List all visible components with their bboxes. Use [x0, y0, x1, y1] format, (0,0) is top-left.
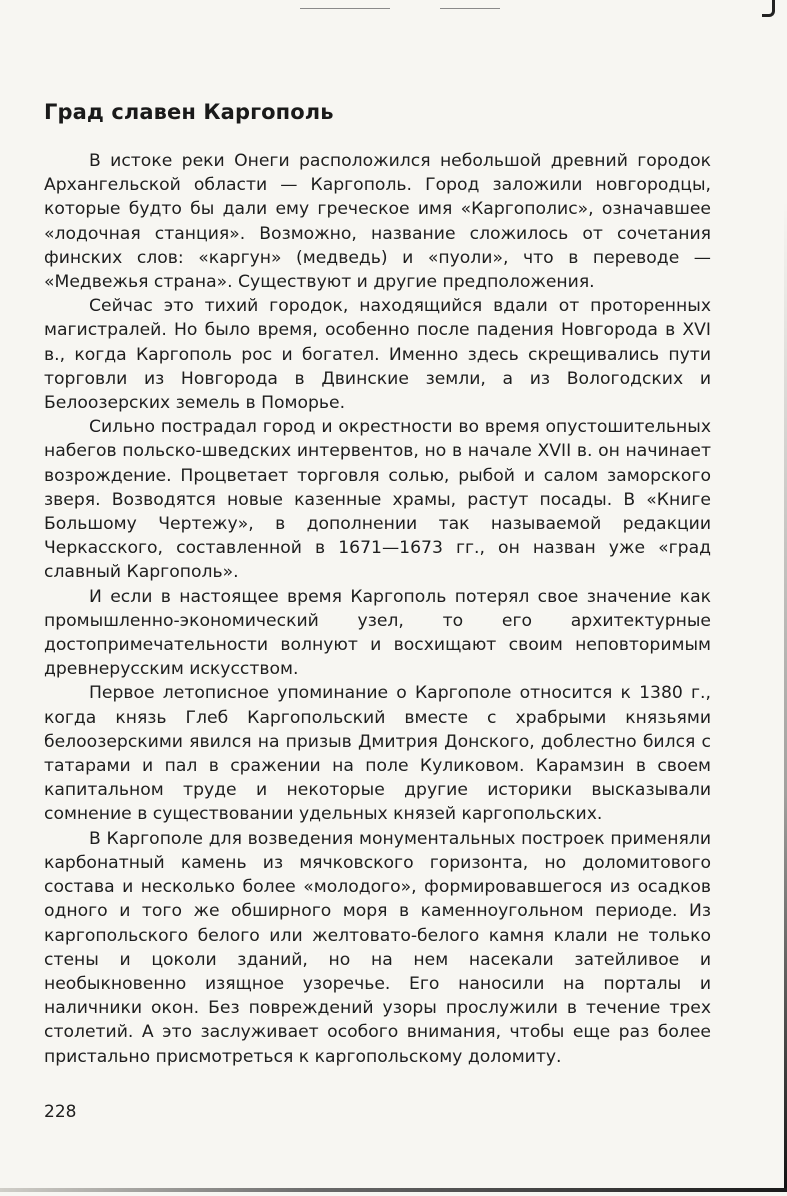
top-rule [440, 8, 500, 9]
body-text [44, 149, 711, 1069]
paragraph: Сильно пострадал город и окрестности во время опустошительных набегов польско-шведских интервентов, но в начале XVII в. он начинает возрождение. Процветает торговля солью, рыбой и салом заморского зверя. Возводятся новые казенные храмы, растут посады. В «Книге Большому Чертежу», в дополнении так называемой редакции Черкасского, составленной в 1671—1673 гг., он назван уже «град славный Каргополь». [44, 417, 711, 583]
top-rule [300, 8, 390, 9]
corner-mark [762, 0, 775, 17]
paragraph: В Каргополе для возведения монументальных построек применяли карбонатный камень из мячковского горизонта, но доломитового состава и несколько более «молодого», формировавшегося из осадков одного и того же обширного моря в каменноугольном периоде. Из каргопольского белого или желтовато-белого камня клали не только стены и цоколи зданий, но на нем насекали затейливое и необыкновенно изящное узоречье. Его наносили на порталы и наличники окон. Без повреждений узоры прослужили в течение трех столетий. А это заслуживает особого внимания, чтобы еще раз более пристально присмотреться к каргопольскому доломиту. [44, 828, 711, 1067]
page-bottom-edge [0, 1188, 787, 1192]
paragraph: Сейчас это тихий городок, находящийся вдали от проторенных магистралей. Но было время, особенно после падения Новгорода в XVI в., когда Каргополь рос и богател. Именно здесь скрещивались пути торговли из Новгорода в Двинские земли, а из Вологодских и Белоозерских земель в Поморье. [44, 296, 711, 414]
paragraph: И если в настоящее время Каргополь потерял свое значение как промышленно-экономический узел, то его архитектурные достопримечательности волнуют и восхищают своим неповторимым древнерусским искусством. [44, 586, 711, 680]
page-number: 228 [44, 1102, 77, 1122]
paragraph: В истоке реки Онеги расположился небольшой древний городок Архангельской области — Каргополь. Город заложили новгородцы, которые будто бы дали ему греческое имя «Каргополис», означавшее «лодочная станция». Возможно, название сложилось от сочетания финских слов: «каргун» (медведь) и «пуоли», что в переводе — «Медвежья страна». Существуют и другие предположения. [44, 151, 711, 293]
paragraph: Первое летописное упоминание о Каргополе относится к 1380 г., когда князь Глеб Каргопольский вместе с храбрыми князьями белоозерскими явился на призыв Дмитрия Донского, доблестно бился с татарами и пал в сражении на поле Куликовом. Карамзин в своем капитальном труде и некоторые другие историки высказывали сомнение в существовании удельных князей каргопольских. [44, 683, 711, 825]
chapter-title: Град славен Каргополь [44, 100, 334, 124]
